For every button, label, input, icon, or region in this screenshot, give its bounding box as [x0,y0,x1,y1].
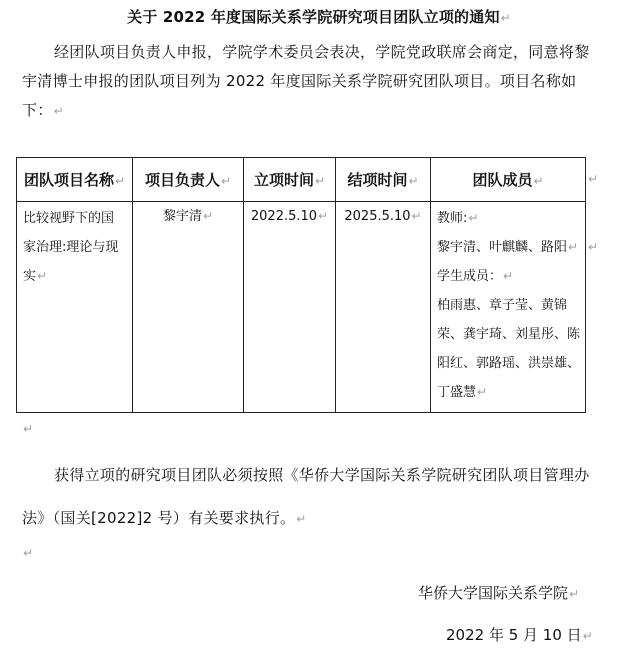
empty-paragraph-mark: ↵ [23,546,34,560]
row-end-mark-header: ↵ [588,172,599,186]
members-student-names: 柏雨惠、章子莹、黄锦荣、龚宇琦、刘星彤、陈阳红、郭路瑶、洪崇雄、丁盛慧↵ [437,298,581,400]
header-start-date: 立项时间↵ [244,158,336,202]
notice-title: 关于 2022 年度国际关系学院研究项目团队立项的通知↵ [127,8,511,26]
row-end-mark-body: ↵ [588,240,599,254]
cell-project-lead: 黎宇清↵ [133,202,244,413]
members-student-label: 学生成员：↵ [437,269,514,284]
members-teacher-names: 黎宇清、叶麒麟、路阳↵ [437,240,579,255]
cell-start-date: 2022.5.10↵ [244,202,336,413]
intro-paragraph: 经团队项目负责人申报，学院学术委员会表决，学院党政联席会商定，同意将黎宇清博士申报的团队项目列为 2022 年度国际关系学院研究团队项目。项目名称如下：↵ [22,43,590,119]
closing-paragraph: 获得立项的研究项目团队必须按照《华侨大学国际关系学院研究团队项目管理办法》（国关[2022]2 号）有关要求执行。↵ [22,466,590,527]
cell-project-name: 比较视野下的国家治理:理论与现实↵ [17,202,133,413]
table-row [17,202,586,413]
header-end-date: 结项时间↵ [336,158,431,202]
signature-organization: 华侨大学国际关系学院↵ [418,584,580,602]
members-teacher-label: 教师:↵ [437,211,479,226]
header-project-name: 团队项目名称↵ [17,158,133,202]
header-team-members: 团队成员↵ [431,158,586,202]
signature-date: 2022 年 5 月 10 日↵ [446,626,593,644]
cell-end-date: 2025.5.10↵ [336,202,431,413]
empty-paragraph-mark: ↵ [23,422,34,436]
header-project-lead: 项目负责人↵ [133,158,244,202]
project-table [16,157,586,413]
table-header-row [17,158,586,202]
cell-team-members [431,202,586,413]
